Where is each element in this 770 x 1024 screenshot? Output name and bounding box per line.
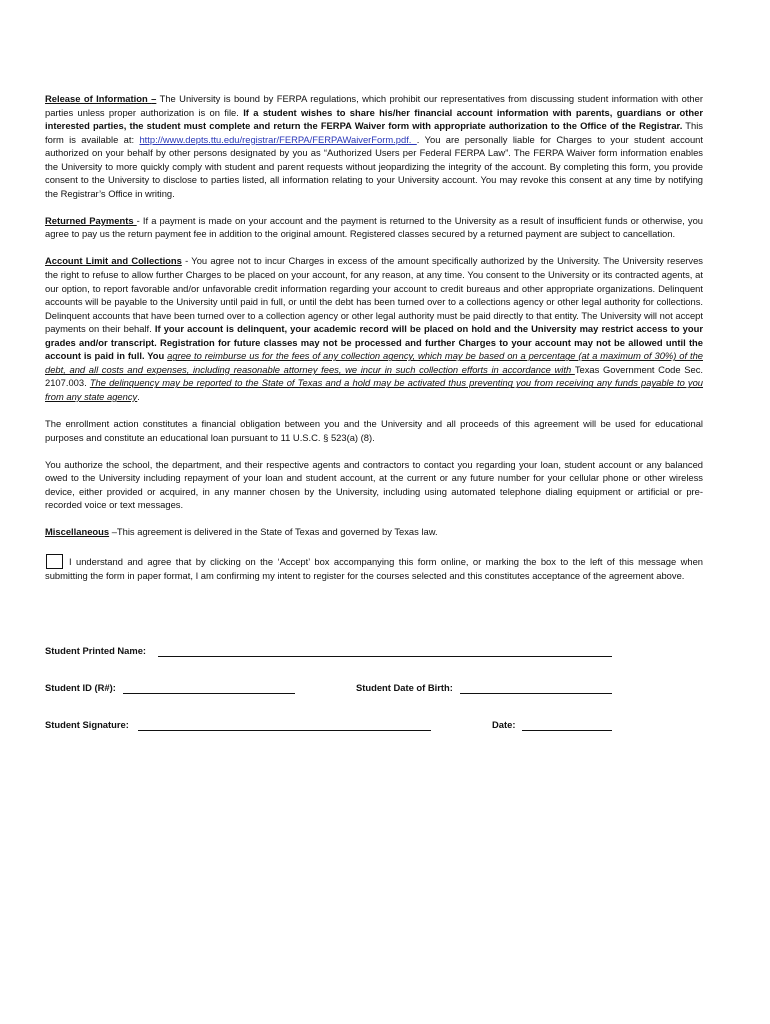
release-text-2: This form is available at: xyxy=(45,120,703,145)
account-limit-heading: Account Limit and Collections xyxy=(45,255,182,267)
student-id-label: Student ID (R#): xyxy=(45,682,116,693)
ferpa-waiver-link[interactable]: http://www.depts.ttu.edu/registrar/FERPA/FERPAWaiverForm.pdf. xyxy=(139,133,417,145)
account-text-2: Texas Government Code Sec. 2107.003. xyxy=(45,363,703,389)
printed-name-input-line[interactable] xyxy=(158,656,612,657)
account-italic-text-2: The delinquency may be reported to the State of Texas and a hold may be activated thus preventing you from receiving any funds payable to you from any state agency xyxy=(45,377,704,402)
returned-payments-paragraph xyxy=(45,214,703,241)
miscellaneous-text: –This agreement is delivered in the State of Texas and governed by Texas law. xyxy=(109,526,438,538)
authorization-paragraph: You authorize the school, the department, and their respective agents and contractors to contact you regarding your loan, student account or any balanced owed to the University including repayment of your loan and student account, at the current or any future number for your cellular phone or other wireless device, either provided or acquired, in any manner chosen by the University, including using automated telephone dialing equipment or artificial or pre-recorded voice or text messages. xyxy=(45,458,703,511)
returned-payments-text: - If a payment is made on your account and the payment is returned to the University as a result of insufficient funds or otherwise, you agree to pay us the return payment fee in addition to the original amount. Registered classes secured by a returned payment are subject to cancellation. xyxy=(45,214,704,240)
acknowledgement-paragraph xyxy=(45,552,703,583)
document-body xyxy=(45,92,703,596)
dob-input-line[interactable] xyxy=(460,693,612,694)
release-of-information-paragraph xyxy=(45,92,703,200)
account-bold-text: If your account is delinquent, your academic record will be placed on hold and the University may restrict access to your grades and/or transcript. Registration for future classes may not be processed and further Charges to your account may not be allowed until the account is paid in full. You xyxy=(45,323,703,362)
release-text-1: The University is bound by FERPA regulations, which prohibit our representatives from discussing student information with other parties unless proper authorization is on file. xyxy=(45,93,703,118)
dob-label: Student Date of Birth: xyxy=(356,682,453,693)
account-limit-paragraph xyxy=(45,254,703,403)
signature-row xyxy=(45,719,615,756)
signature-label: Student Signature: xyxy=(45,719,129,730)
release-heading: Release of Information – xyxy=(45,93,157,104)
printed-name-label: Student Printed Name: xyxy=(45,645,147,656)
account-end: . xyxy=(137,390,140,402)
student-fields xyxy=(45,645,615,756)
id-dob-row xyxy=(45,682,615,719)
acknowledgement-text: I understand and agree that by clicking on the ‘Accept’ box accompanying this form online, or marking the box to the left of this message when submitting the form in paper format, I am confirming my intent to register for the courses selected and this constitutes acceptance of the agreement above. xyxy=(45,556,703,582)
student-id-input-line[interactable] xyxy=(123,693,295,694)
miscellaneous-heading: Miscellaneous xyxy=(45,526,110,538)
release-bold-text: If a student wishes to share his/her financial account information with parents, guardians or other interested parties, the student must complete and return the FERPA Waiver form with appropriate authorization to the Office of the Registrar. xyxy=(45,106,703,132)
returned-payments-heading: Returned Payments xyxy=(45,214,137,226)
enrollment-paragraph: The enrollment action constitutes a financial obligation between you and the University and all proceeds of this agreement will be used for educational purposes and constitute an educational loan pursuant to 11 U.S.C. § 523(a) (8). xyxy=(45,417,703,443)
account-text-1: - You agree not to incur Charges in excess of the amount specifically authorized by the University. The University reserves the right to refuse to allow further Charges to be placed on your account, for any reason, at any time. You consent to the University or its contracted agents, at our option, to report favorable and/or unfavorable credit information regarding your account to credit bureaus and other appropriate organizations. Delinquent accounts will be payable to the University until paid in full, or until the debt has been turned over to a collections agency or other legal authority for collections. Delinquent accounts that have been turned over to a collection agency or other legal authority must be paid directly to that entity. The University will not accept payments on their behalf. xyxy=(45,255,703,335)
date-label: Date: xyxy=(492,719,516,730)
date-input-line[interactable] xyxy=(522,730,612,731)
signature-input-line[interactable] xyxy=(138,730,431,731)
release-text-3: . You are personally liable for Charges to your student account authorized on your behalf by other persons designated by you as “Authorized Users per Federal FERPA Law”. The FERPA Waiver form information enables the University to more quickly comply with student and parent requests without jeopardizing the integrity of the account. By completing this form, you provide consent to the University to disclose to parties listed, all information relating to your University account. You may revoke this consent at any time by notifying the Registrar’s Office in writing. xyxy=(45,133,703,199)
accept-checkbox[interactable] xyxy=(46,554,63,569)
printed-name-row xyxy=(45,645,615,682)
miscellaneous-paragraph xyxy=(45,525,703,539)
account-italic-text-1: agree to reimburse us for the fees of any collection agency, which may be based on a percentage (at a maximum of 30%) of the debt, and all costs and expenses, including reasonable attorney fees, we incur in such collection efforts in accordance with xyxy=(45,350,703,375)
